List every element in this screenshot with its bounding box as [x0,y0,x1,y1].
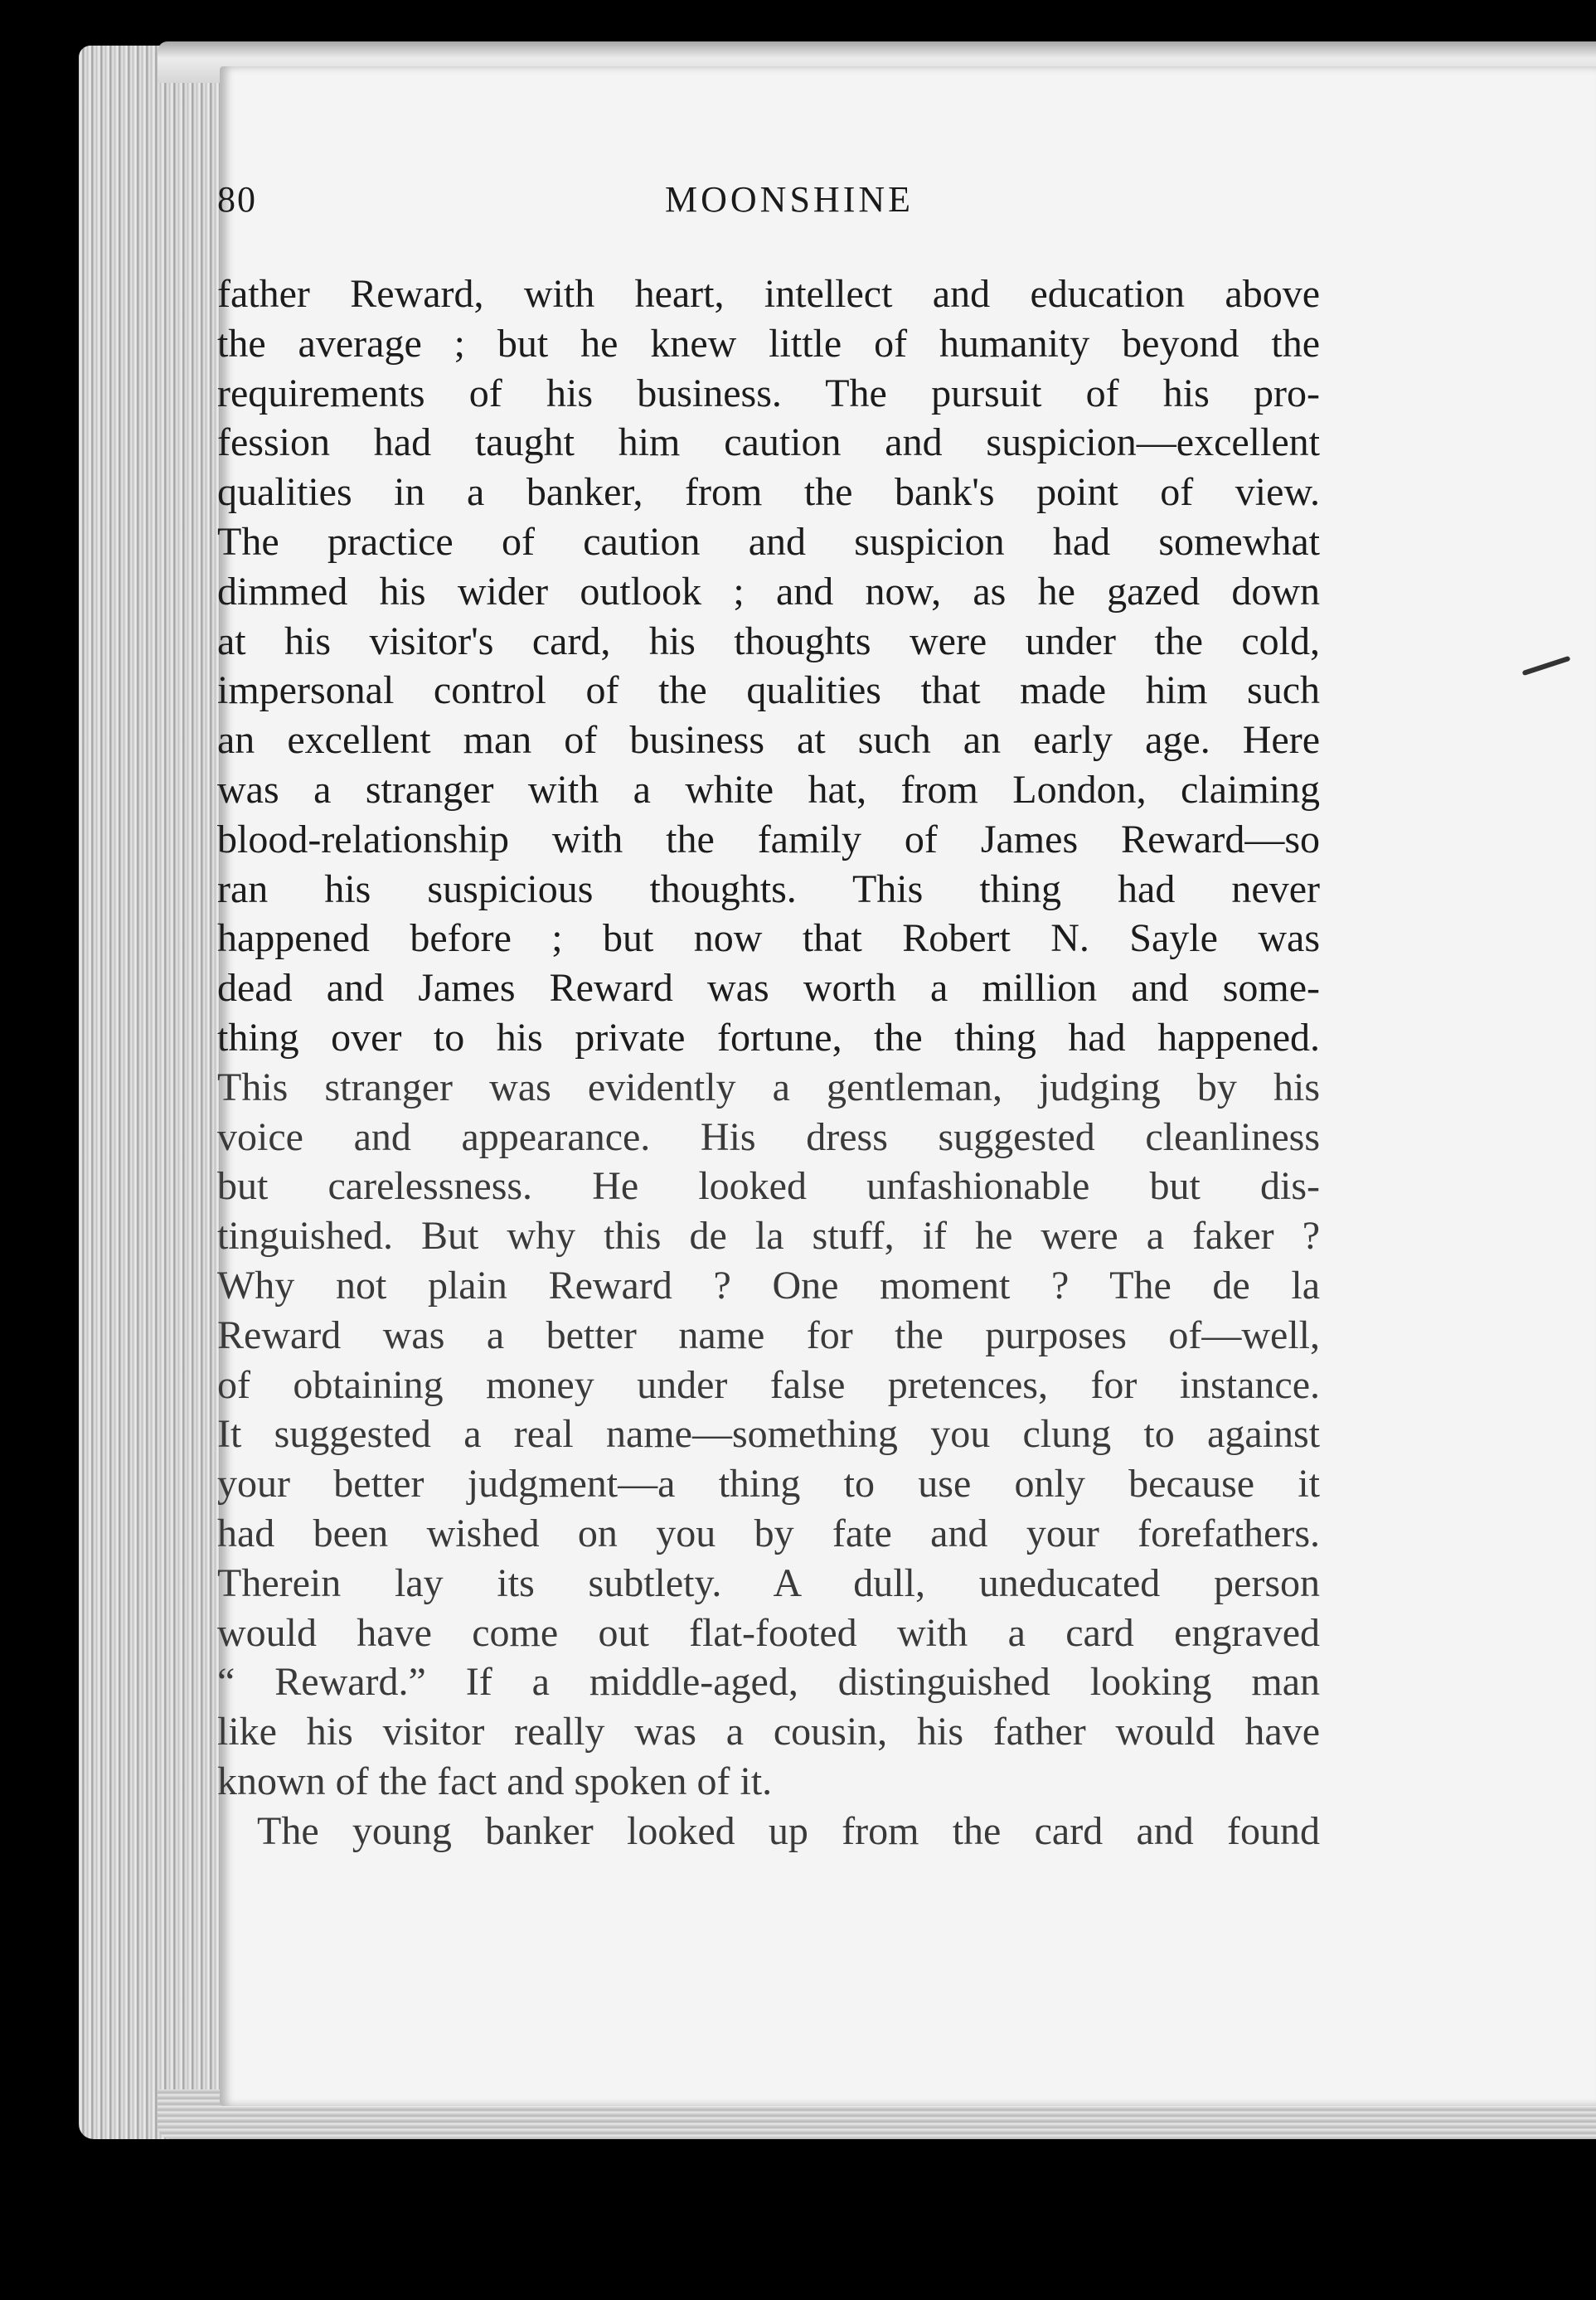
text-line: ran his suspicious thoughts. This thing had never [217,866,1320,911]
text-line: like his visitor really was a cousin, his father would have [217,1710,1320,1754]
text-line: Reward was a better name for the purposes of—well, [217,1313,1320,1357]
text-line: but carelessness. He looked unfashionable but dis- [217,1164,1320,1209]
text-line: impersonal control of the qualities that made him such [217,668,1320,713]
text-line: father Reward, with heart, intellect and education above [217,272,1320,316]
text-line: The practice of caution and suspicion had somewhat [217,519,1320,564]
text-line: The young banker looked up from the card and found [257,1808,1320,1853]
text-line: the average ; but he knew little of humanity beyond the [217,321,1320,366]
page-edges-left [79,46,236,2139]
text-line: Therein lay its subtlety. A dull, uneducated person [217,1560,1320,1605]
text-line: It suggested a real name—something you clung to against [217,1412,1320,1457]
text-line: blood-relationship with the family of James Reward—so [217,817,1320,861]
text-line: “ Reward.” If a middle-aged, distinguished looking man [217,1660,1320,1705]
text-line: happened before ; but now that Robert N. Sayle was [217,916,1320,961]
text-line: requirements of his business. The pursuit of his pro- [217,371,1320,415]
text-line: fession had taught him caution and suspicion—excellent [217,420,1320,465]
text-line: dead and James Reward was worth a million and some- [217,966,1320,1011]
text-line: dimmed his wider outlook ; and now, as he gazed down [217,569,1320,614]
text-line: This stranger was evidently a gentleman, judging by his [217,1065,1320,1109]
running-head [217,178,1270,236]
text-line: tinguished. But why this de la stuff, if he were a faker ? [217,1214,1320,1259]
text-line: your better judgment—a thing to use only because it [217,1462,1320,1507]
page-number: 80 [217,179,257,220]
text-line: at his visitor's card, his thoughts were under the cold, [217,619,1320,663]
text-line: thing over to his private fortune, the thing had happened. [217,1015,1320,1060]
text-line: known of the fact and spoken of it. [217,1759,773,1803]
text-line: would have come out flat-footed with a card engraved [217,1610,1320,1655]
text-line: an excellent man of business at such an early age. Here [217,718,1320,763]
text-line: voice and appearance. His dress suggested cleanliness [217,1114,1320,1159]
text-line: had been wished on you by fate and your forefathers. [217,1511,1320,1555]
text-line: was a stranger with a white hat, from London, claiming [217,767,1320,812]
text-line: Why not plain Reward ? One moment ? The de la [217,1263,1320,1308]
body-text [217,269,1320,1856]
text-line: qualities in a banker, from the bank's point of view. [217,470,1320,515]
running-title: MOONSHINE [665,179,914,220]
text-line: of obtaining money under false pretences, for instance. [217,1362,1320,1407]
